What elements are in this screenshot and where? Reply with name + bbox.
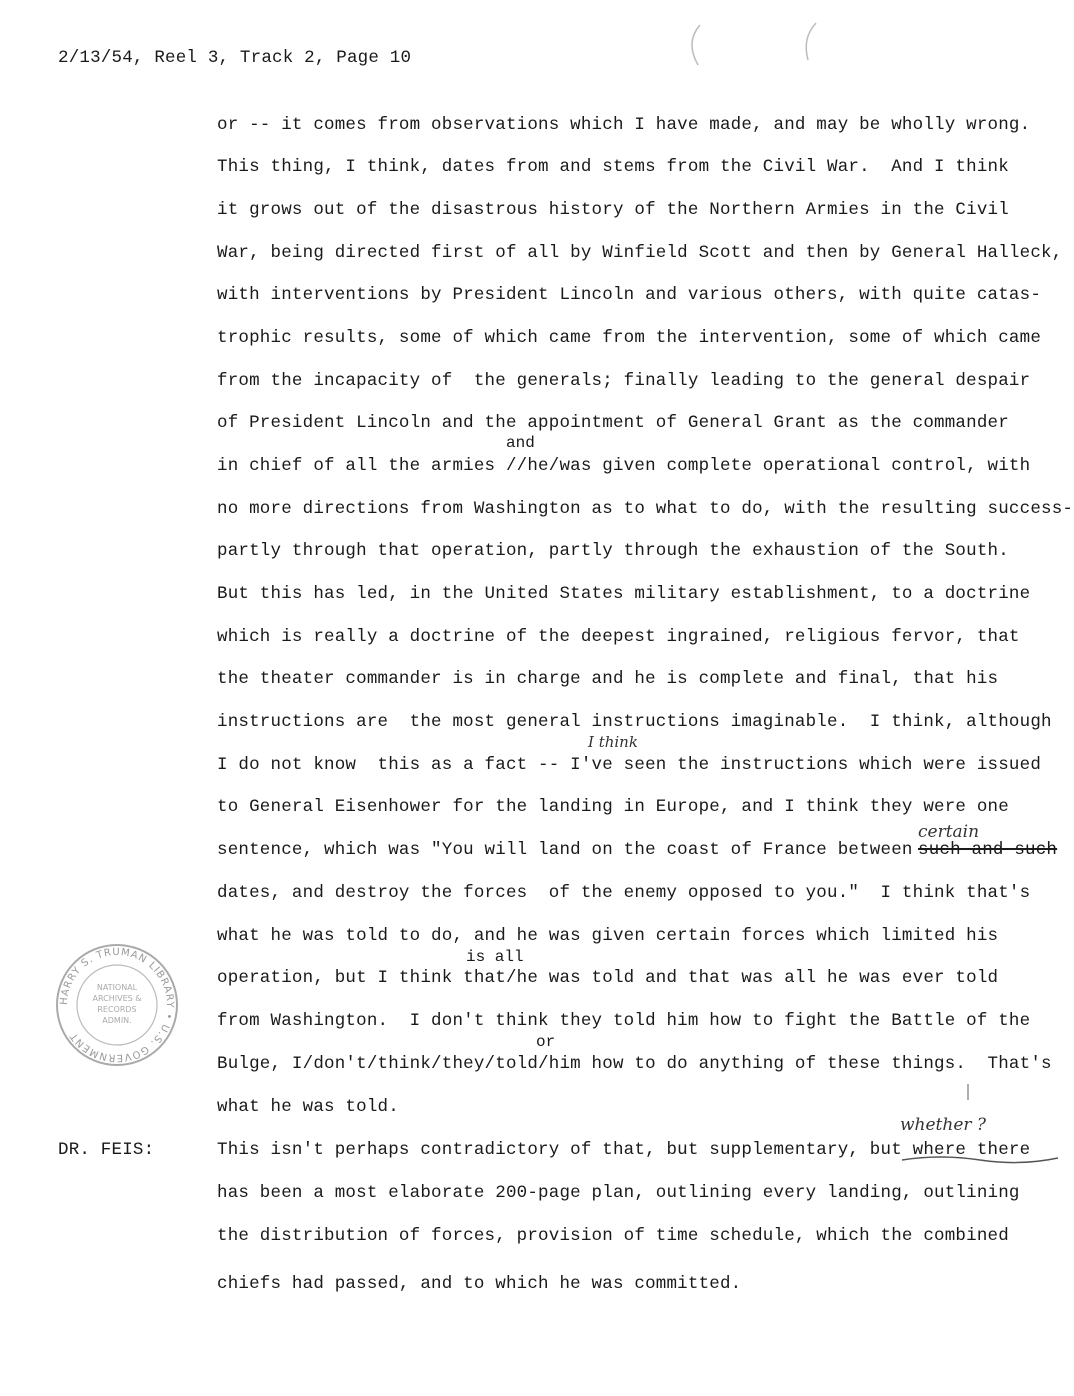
insertion-or: or: [536, 1033, 556, 1051]
handwritten-i-think: I think: [588, 733, 638, 751]
body-line-15: instructions are the most general instructions imaginable. I think, although: [217, 712, 1052, 732]
body-line-13: which is really a doctrine of the deepest ingrained, religious fervor, that: [217, 627, 1020, 647]
pencil-marks-top: [680, 20, 830, 70]
speaker-label: DR. FEIS:: [58, 1140, 155, 1160]
stamp-center-line-1: NATIONAL: [96, 983, 138, 992]
body-line-3: it grows out of the disastrous history of the Northern Armies in the Civil: [217, 200, 1009, 220]
feis-line-1: This isn't perhaps contradictory of that, but supplementary, but where there: [217, 1140, 1031, 1160]
body-line-18: sentence, which was "You will land on the coast of France between: [217, 840, 913, 860]
body-line-14: the theater commander is in charge and he is complete and final, that his: [217, 669, 999, 689]
body-line-2: This thing, I think, dates from and stems from the Civil War. And I think: [217, 157, 1009, 177]
body-line-20: what he was told to do, and he was given certain forces which limited his: [217, 926, 999, 946]
insertion-and: and: [506, 434, 535, 452]
body-line-8: of President Lincoln and the appointment of General Grant as the commander: [217, 413, 1009, 433]
page-header: 2/13/54, Reel 3, Track 2, Page 10: [58, 48, 412, 68]
body-line-7: from the incapacity of the generals; finally leading to the general despair: [217, 371, 1031, 391]
handwritten-whether: whether ?: [900, 1115, 987, 1135]
pencil-tick: [962, 1082, 974, 1104]
body-line-9: in chief of all the armies //he/was given complete operational control, with: [217, 456, 1031, 476]
handwritten-certain: certain: [918, 822, 980, 842]
body-line-16: I do not know this as a fact -- I've seen the instructions which were issued: [217, 755, 1042, 775]
body-line-10: no more directions from Washington as to what to do, with the resulting success-: [217, 499, 1074, 519]
body-line-24: what he was told.: [217, 1097, 399, 1117]
stamp-center-line-4: ADMIN.: [102, 1016, 132, 1025]
stamp-center-line-2: ARCHIVES &: [92, 994, 142, 1003]
feis-line-2: has been a most elaborate 200-page plan, outlining every landing, outlining: [217, 1183, 1020, 1203]
body-line-1: or -- it comes from observations which I have made, and may be wholly wrong.: [217, 115, 1031, 135]
body-line-21: operation, but I think that/he was told and that was all he was ever told: [217, 968, 999, 988]
body-line-19: dates, and destroy the forces of the enemy opposed to you." I think that's: [217, 883, 1031, 903]
body-line-4: War, being directed first of all by Winfield Scott and then by General Halleck,: [217, 243, 1063, 263]
body-line-6: trophic results, some of which came from the intervention, some of which came: [217, 328, 1042, 348]
struck-such-and-such: such and such: [918, 840, 1058, 860]
body-line-12: But this has led, in the United States military establishment, to a doctrine: [217, 584, 1031, 604]
stamp-center-line-3: RECORDS: [97, 1005, 137, 1014]
body-line-5: with interventions by President Lincoln and various others, with quite catas-: [217, 285, 1042, 305]
body-line-17: to General Eisenhower for the landing in Europe, and I think they were one: [217, 797, 1009, 817]
body-line-22: from Washington. I don't think they told him how to fight the Battle of the: [217, 1011, 1031, 1031]
body-line-23: Bulge, I/don't/think/they/told/him how to do anything of these things. That's: [217, 1054, 1052, 1074]
body-line-11: partly through that operation, partly through the exhaustion of the South.: [217, 541, 1009, 561]
feis-line-4: chiefs had passed, and to which he was committed.: [217, 1274, 742, 1294]
stamp-ring-text: HARRY S. TRUMAN LIBRARY • U.S. GOVERNMENT: [58, 946, 176, 1064]
archive-stamp: [52, 940, 182, 1070]
insertion-is-all: is all: [466, 948, 524, 966]
feis-line-3: the distribution of forces, provision of time schedule, which the combined: [217, 1226, 1009, 1246]
